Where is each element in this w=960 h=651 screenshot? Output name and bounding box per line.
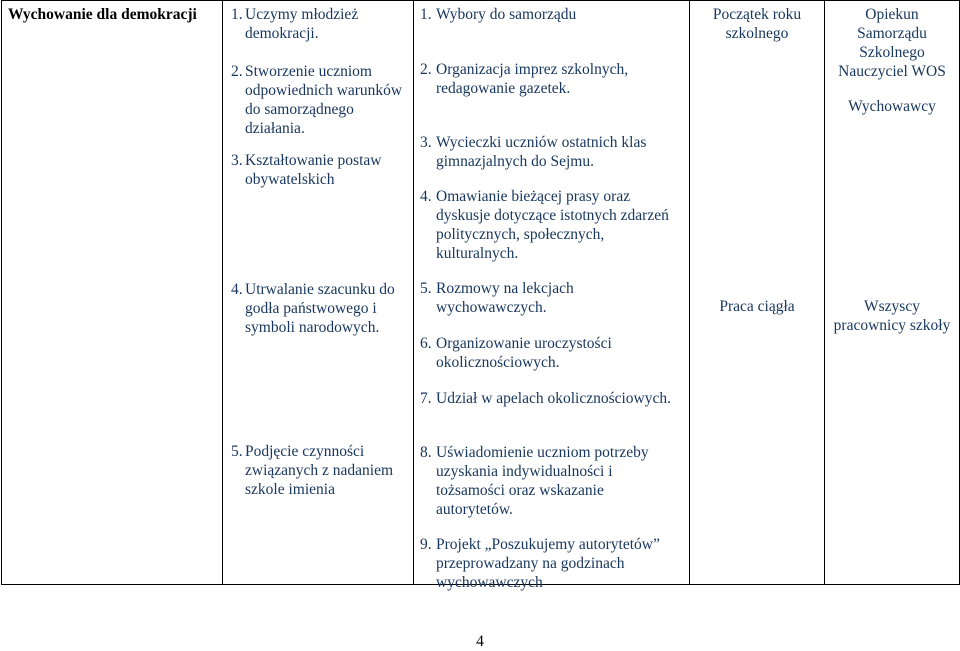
activities-cell [414, 1, 690, 591]
term-first: Początek roku szkolnego [712, 6, 802, 42]
activity-text: Udział w apelach okolicznościowych. [436, 390, 671, 407]
activity-item [414, 334, 689, 372]
activity-number: 8. [420, 444, 432, 461]
goal-number: 1. [231, 6, 243, 23]
goal-item [223, 442, 413, 499]
activity-number: 1. [420, 6, 432, 23]
goal-text: Uczymy młodzież demokracji. [245, 6, 359, 42]
goal-text: Stworzenie uczniom odpowiednich warunków do samorządnego działania. [245, 63, 403, 137]
responsible-second: Wszyscy pracownicy szkoły [833, 298, 951, 334]
activity-text: Organizacja imprez szkolnych, redagowanie gazetek. [436, 61, 629, 97]
goal-number: 5. [231, 443, 243, 460]
plan-table [1, 0, 960, 591]
goal-item [223, 5, 413, 43]
term-cell [690, 1, 825, 585]
goal-item [223, 280, 413, 337]
activity-item [414, 443, 689, 519]
area-cell [2, 1, 223, 585]
activity-item [414, 389, 689, 408]
table-row [2, 1, 960, 585]
activity-item [414, 187, 689, 263]
goal-number: 3. [231, 152, 243, 169]
activity-number: 7. [420, 390, 432, 407]
activity-number: 4. [420, 188, 432, 205]
goal-item [223, 151, 413, 189]
activity-text: Rozmowy na lekcjach wychowawczych. [436, 280, 574, 316]
activity-item [414, 279, 689, 317]
activity-item [414, 133, 689, 171]
responsible-first: Opiekun Samorządu Szkolnego Nauczyciel WOS [838, 6, 946, 80]
activity-text: Wycieczki uczniów ostatnich klas gimnazjalnych do Sejmu. [436, 134, 647, 170]
activity-number: 2. [420, 61, 432, 78]
activity-item [414, 535, 689, 592]
responsible-homeroom: Wychowawcy [848, 98, 936, 115]
activity-text: Omawianie bieżącej prasy oraz dyskusje dotyczące istotnych zdarzeń politycznych, społecznych, kulturalnych. [436, 188, 669, 262]
goal-item [223, 62, 413, 138]
activity-text: Organizowanie uroczystości okolicznościowych. [436, 335, 612, 371]
activity-item [414, 5, 689, 24]
page-number: 4 [476, 633, 484, 650]
activity-text: Wybory do samorządu [436, 6, 577, 23]
goal-number: 4. [231, 281, 243, 298]
activity-number: 3. [420, 134, 432, 151]
responsible-cell [825, 1, 960, 585]
term-second: Praca ciągła [719, 298, 795, 315]
activity-number: 6. [420, 335, 432, 352]
activity-text: Projekt „Poszukujemy autorytetów” przeprowadzany na godzinach wychowawczych [436, 536, 660, 591]
goal-text: Utrwalanie szacunku do godła państwowego i symboli narodowych. [245, 281, 395, 336]
goal-text: Kształtowanie postaw obywatelskich [245, 152, 382, 188]
goal-number: 2. [231, 63, 243, 80]
goals-cell [223, 1, 414, 585]
goal-text: Podjęcie czynności związanych z nadaniem szkole imienia [245, 443, 394, 498]
activity-number: 5. [420, 280, 432, 297]
activity-text: Uświadomienie uczniom potrzeby uzyskania indywidualności i tożsamości oraz wskazanie autorytetów. [436, 444, 649, 518]
area-title: Wychowanie dla demokracji [8, 6, 197, 23]
activity-item [414, 60, 689, 98]
activity-number: 9. [420, 536, 432, 553]
